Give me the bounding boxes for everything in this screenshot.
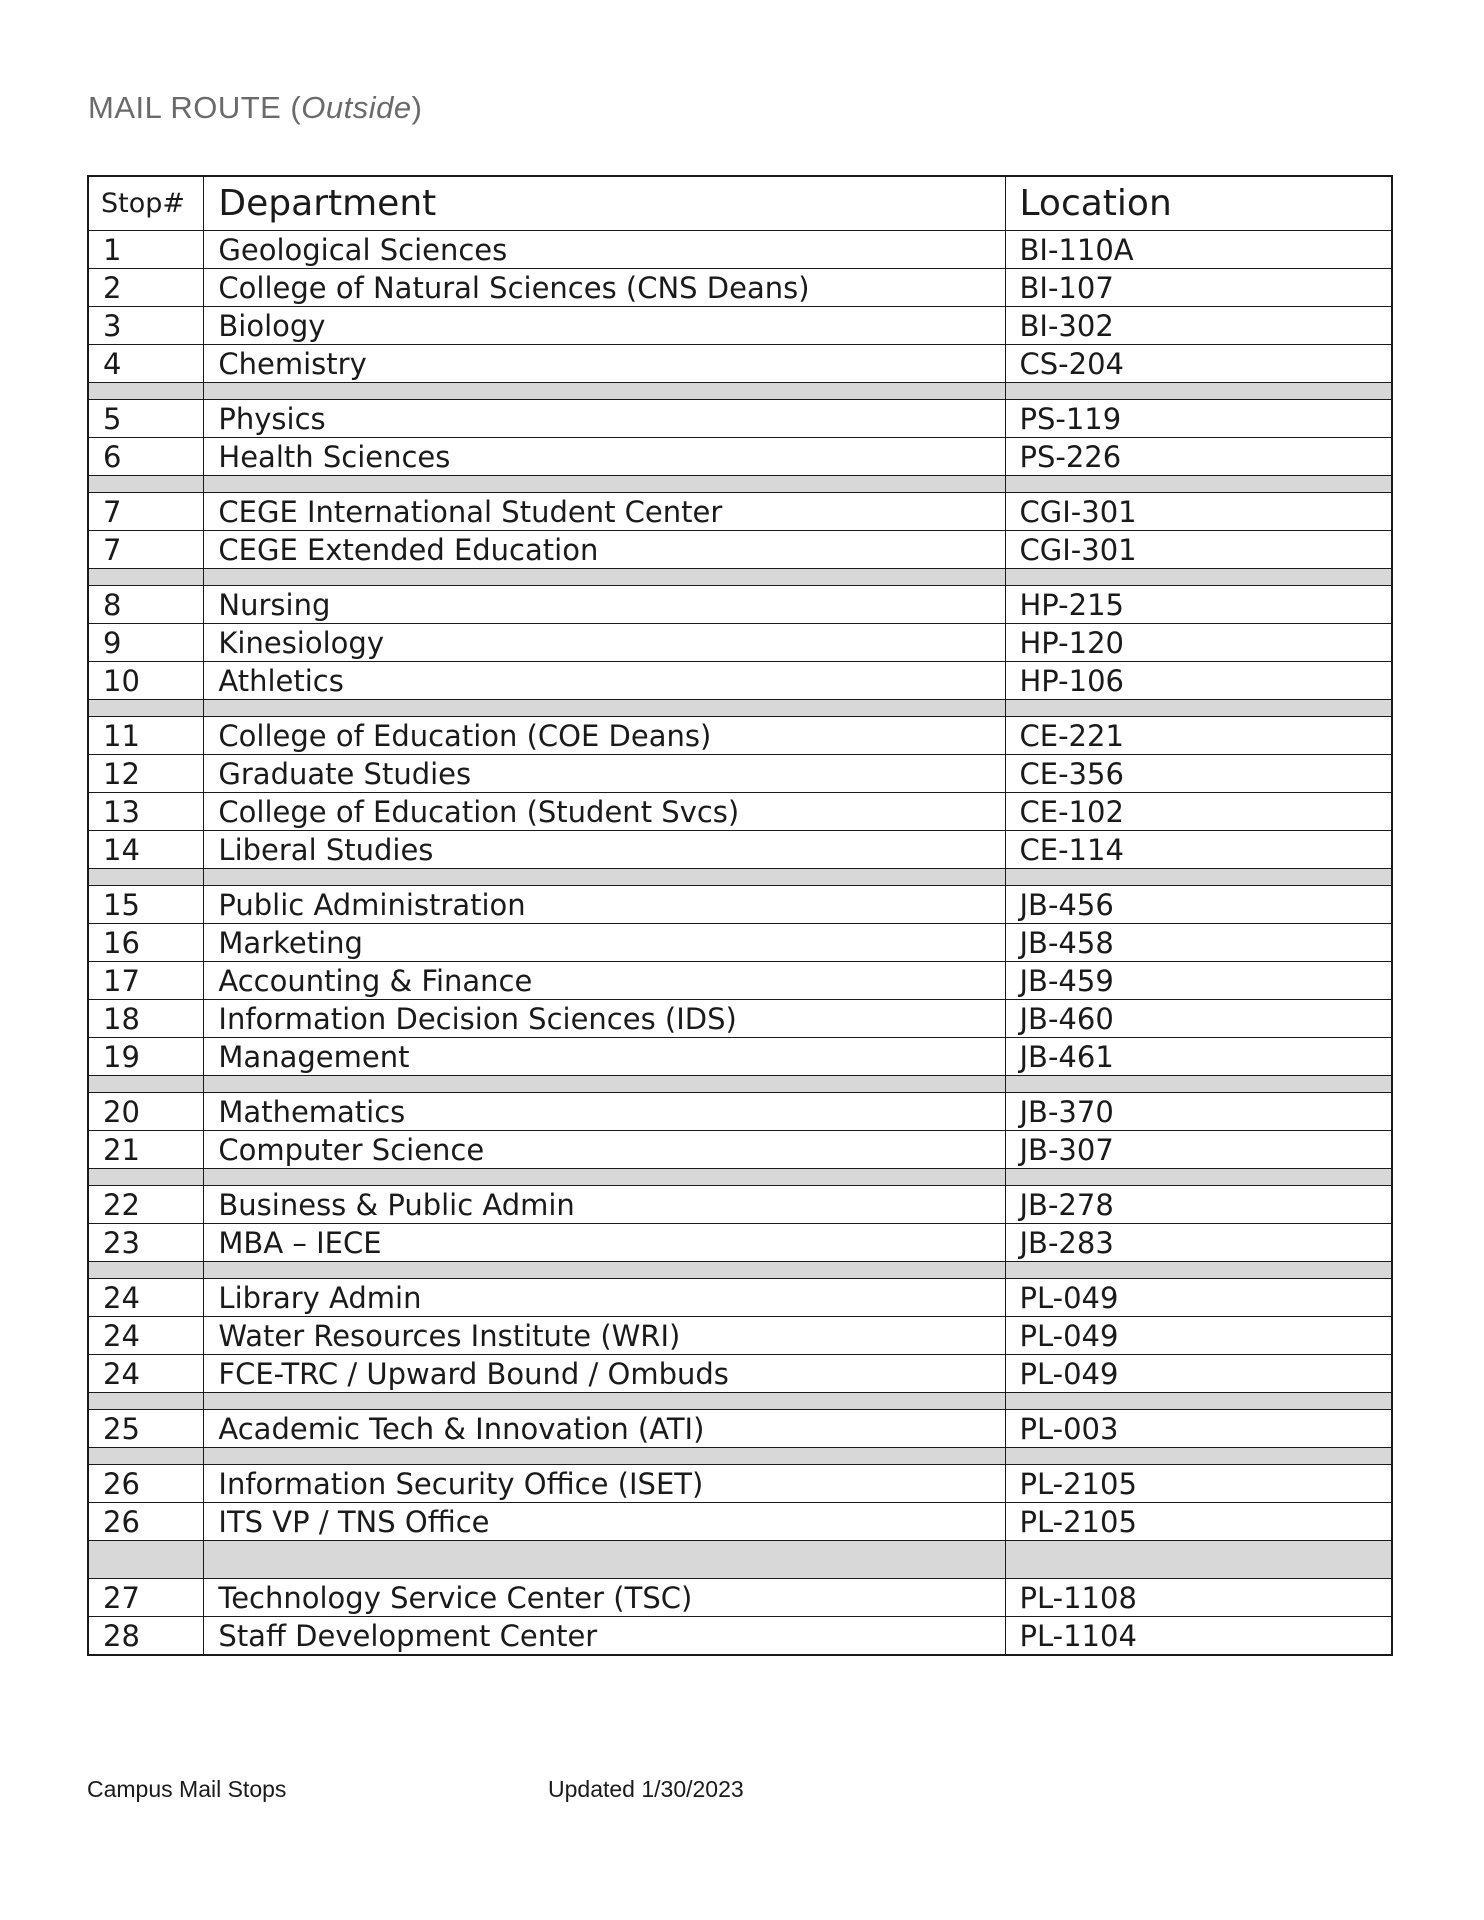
department-cell: Biology bbox=[204, 307, 1005, 345]
location-cell: CGI-301 bbox=[1005, 493, 1392, 531]
separator-cell bbox=[204, 1262, 1005, 1279]
department-cell: Academic Tech & Innovation (ATI) bbox=[204, 1410, 1005, 1448]
department-cell: CEGE International Student Center bbox=[204, 493, 1005, 531]
location-cell: HP-106 bbox=[1005, 662, 1392, 700]
separator-cell bbox=[1005, 700, 1392, 717]
location-cell: JB-458 bbox=[1005, 924, 1392, 962]
separator-cell bbox=[1005, 383, 1392, 400]
department-cell: Staff Development Center bbox=[204, 1617, 1005, 1656]
stop-cell: 9 bbox=[88, 624, 204, 662]
separator-cell bbox=[88, 700, 204, 717]
department-cell: Information Decision Sciences (IDS) bbox=[204, 1000, 1005, 1038]
location-cell: PL-1108 bbox=[1005, 1579, 1392, 1617]
location-cell: BI-110A bbox=[1005, 231, 1392, 269]
location-cell: PL-2105 bbox=[1005, 1503, 1392, 1541]
separator-cell bbox=[1005, 1393, 1392, 1410]
separator-cell bbox=[204, 383, 1005, 400]
separator-row bbox=[88, 1169, 1392, 1186]
stop-cell: 19 bbox=[88, 1038, 204, 1076]
table-row bbox=[88, 493, 1392, 531]
footer-updated: Updated 1/30/2023 bbox=[548, 1776, 744, 1802]
table-row bbox=[88, 1224, 1392, 1262]
stop-cell: 25 bbox=[88, 1410, 204, 1448]
stop-cell: 14 bbox=[88, 831, 204, 869]
stop-cell: 6 bbox=[88, 438, 204, 476]
department-cell: Technology Service Center (TSC) bbox=[204, 1579, 1005, 1617]
separator-cell bbox=[1005, 869, 1392, 886]
stop-cell: 4 bbox=[88, 345, 204, 383]
location-cell: JB-461 bbox=[1005, 1038, 1392, 1076]
stop-cell: 11 bbox=[88, 717, 204, 755]
separator-cell bbox=[204, 1169, 1005, 1186]
department-cell: Public Administration bbox=[204, 886, 1005, 924]
department-cell: College of Education (COE Deans) bbox=[204, 717, 1005, 755]
department-cell: MBA – IECE bbox=[204, 1224, 1005, 1262]
table-row bbox=[88, 531, 1392, 569]
department-cell: Graduate Studies bbox=[204, 755, 1005, 793]
location-cell: JB-283 bbox=[1005, 1224, 1392, 1262]
table-row bbox=[88, 1503, 1392, 1541]
separator-cell bbox=[204, 1541, 1005, 1579]
department-cell: Management bbox=[204, 1038, 1005, 1076]
table-row bbox=[88, 831, 1392, 869]
table-row bbox=[88, 1465, 1392, 1503]
separator-cell bbox=[88, 1541, 204, 1579]
department-cell: ITS VP / TNS Office bbox=[204, 1503, 1005, 1541]
stop-cell: 18 bbox=[88, 1000, 204, 1038]
separator-cell bbox=[1005, 1448, 1392, 1465]
separator-cell bbox=[88, 476, 204, 493]
footer-title: Campus Mail Stops bbox=[87, 1776, 287, 1802]
location-cell: PS-119 bbox=[1005, 400, 1392, 438]
location-cell: JB-456 bbox=[1005, 886, 1392, 924]
title-close: ) bbox=[411, 90, 423, 125]
separator-cell bbox=[88, 1393, 204, 1410]
department-cell: Nursing bbox=[204, 586, 1005, 624]
location-cell: JB-370 bbox=[1005, 1093, 1392, 1131]
separator-row bbox=[88, 700, 1392, 717]
stop-cell: 16 bbox=[88, 924, 204, 962]
separator-cell bbox=[1005, 1076, 1392, 1093]
stop-cell: 7 bbox=[88, 531, 204, 569]
location-cell: CE-114 bbox=[1005, 831, 1392, 869]
table-row bbox=[88, 755, 1392, 793]
stop-cell: 5 bbox=[88, 400, 204, 438]
stop-cell: 26 bbox=[88, 1503, 204, 1541]
department-cell: Geological Sciences bbox=[204, 231, 1005, 269]
department-cell: Information Security Office (ISET) bbox=[204, 1465, 1005, 1503]
department-cell: Athletics bbox=[204, 662, 1005, 700]
table-row bbox=[88, 962, 1392, 1000]
separator-row bbox=[88, 476, 1392, 493]
stop-cell: 1 bbox=[88, 231, 204, 269]
department-cell: College of Natural Sciences (CNS Deans) bbox=[204, 269, 1005, 307]
header-department: Department bbox=[204, 176, 1005, 231]
table-row bbox=[88, 1000, 1392, 1038]
location-cell: JB-460 bbox=[1005, 1000, 1392, 1038]
department-cell: Accounting & Finance bbox=[204, 962, 1005, 1000]
department-cell: Mathematics bbox=[204, 1093, 1005, 1131]
location-cell: CE-102 bbox=[1005, 793, 1392, 831]
separator-cell bbox=[88, 869, 204, 886]
location-cell: PL-049 bbox=[1005, 1317, 1392, 1355]
department-cell: Library Admin bbox=[204, 1279, 1005, 1317]
department-cell: FCE-TRC / Upward Bound / Ombuds bbox=[204, 1355, 1005, 1393]
table-row bbox=[88, 1410, 1392, 1448]
stop-cell: 10 bbox=[88, 662, 204, 700]
department-cell: Water Resources Institute (WRI) bbox=[204, 1317, 1005, 1355]
table-row bbox=[88, 307, 1392, 345]
separator-cell bbox=[1005, 1262, 1392, 1279]
separator-row bbox=[88, 869, 1392, 886]
location-cell: HP-215 bbox=[1005, 586, 1392, 624]
department-cell: Liberal Studies bbox=[204, 831, 1005, 869]
separator-row bbox=[88, 569, 1392, 586]
table-row bbox=[88, 1355, 1392, 1393]
separator-row bbox=[88, 1076, 1392, 1093]
location-cell: JB-459 bbox=[1005, 962, 1392, 1000]
table-row bbox=[88, 662, 1392, 700]
location-cell: CGI-301 bbox=[1005, 531, 1392, 569]
table-row bbox=[88, 1617, 1392, 1656]
table-row bbox=[88, 886, 1392, 924]
department-cell: Business & Public Admin bbox=[204, 1186, 1005, 1224]
location-cell: PL-1104 bbox=[1005, 1617, 1392, 1656]
separator-row bbox=[88, 383, 1392, 400]
title-italic: Outside bbox=[301, 90, 412, 125]
stop-cell: 26 bbox=[88, 1465, 204, 1503]
separator-cell bbox=[88, 569, 204, 586]
stop-cell: 2 bbox=[88, 269, 204, 307]
table-row bbox=[88, 1038, 1392, 1076]
table-row bbox=[88, 1317, 1392, 1355]
stop-cell: 24 bbox=[88, 1279, 204, 1317]
table-row bbox=[88, 400, 1392, 438]
separator-cell bbox=[88, 383, 204, 400]
separator-cell bbox=[88, 1262, 204, 1279]
location-cell: JB-278 bbox=[1005, 1186, 1392, 1224]
separator-row bbox=[88, 1448, 1392, 1465]
separator-cell bbox=[1005, 1169, 1392, 1186]
separator-row bbox=[88, 1393, 1392, 1410]
stop-cell: 24 bbox=[88, 1355, 204, 1393]
separator-row bbox=[88, 1541, 1392, 1579]
separator-row bbox=[88, 1262, 1392, 1279]
separator-cell bbox=[88, 1076, 204, 1093]
stop-cell: 28 bbox=[88, 1617, 204, 1656]
separator-cell bbox=[204, 700, 1005, 717]
title-main: MAIL ROUTE ( bbox=[88, 90, 302, 125]
header-location: Location bbox=[1005, 176, 1392, 231]
separator-cell bbox=[204, 569, 1005, 586]
separator-cell bbox=[204, 869, 1005, 886]
table-row bbox=[88, 624, 1392, 662]
table-row bbox=[88, 269, 1392, 307]
separator-cell bbox=[204, 476, 1005, 493]
stop-cell: 17 bbox=[88, 962, 204, 1000]
department-cell: CEGE Extended Education bbox=[204, 531, 1005, 569]
separator-cell bbox=[204, 1076, 1005, 1093]
table-row bbox=[88, 231, 1392, 269]
separator-cell bbox=[1005, 476, 1392, 493]
stop-cell: 7 bbox=[88, 493, 204, 531]
table-row bbox=[88, 345, 1392, 383]
table-row bbox=[88, 1093, 1392, 1131]
stop-cell: 21 bbox=[88, 1131, 204, 1169]
stop-cell: 20 bbox=[88, 1093, 204, 1131]
separator-cell bbox=[204, 1448, 1005, 1465]
location-cell: BI-107 bbox=[1005, 269, 1392, 307]
stop-cell: 22 bbox=[88, 1186, 204, 1224]
location-cell: CE-221 bbox=[1005, 717, 1392, 755]
table-row bbox=[88, 1186, 1392, 1224]
table-body bbox=[88, 231, 1392, 1656]
separator-cell bbox=[1005, 569, 1392, 586]
table-row bbox=[88, 1579, 1392, 1617]
stop-cell: 3 bbox=[88, 307, 204, 345]
location-cell: PL-049 bbox=[1005, 1355, 1392, 1393]
table-row bbox=[88, 1131, 1392, 1169]
page-title bbox=[88, 90, 422, 126]
location-cell: PL-003 bbox=[1005, 1410, 1392, 1448]
location-cell: CE-356 bbox=[1005, 755, 1392, 793]
department-cell: College of Education (Student Svcs) bbox=[204, 793, 1005, 831]
stop-cell: 13 bbox=[88, 793, 204, 831]
separator-cell bbox=[204, 1393, 1005, 1410]
department-cell: Chemistry bbox=[204, 345, 1005, 383]
department-cell: Health Sciences bbox=[204, 438, 1005, 476]
department-cell: Physics bbox=[204, 400, 1005, 438]
department-cell: Computer Science bbox=[204, 1131, 1005, 1169]
table-row bbox=[88, 717, 1392, 755]
table-row bbox=[88, 1279, 1392, 1317]
stop-cell: 15 bbox=[88, 886, 204, 924]
location-cell: CS-204 bbox=[1005, 345, 1392, 383]
location-cell: BI-302 bbox=[1005, 307, 1392, 345]
table-row bbox=[88, 586, 1392, 624]
mail-route-table bbox=[87, 175, 1393, 1656]
location-cell: HP-120 bbox=[1005, 624, 1392, 662]
separator-cell bbox=[88, 1169, 204, 1186]
location-cell: JB-307 bbox=[1005, 1131, 1392, 1169]
header-stop: Stop# bbox=[88, 176, 204, 231]
table-row bbox=[88, 793, 1392, 831]
table-row bbox=[88, 438, 1392, 476]
stop-cell: 24 bbox=[88, 1317, 204, 1355]
location-cell: PL-2105 bbox=[1005, 1465, 1392, 1503]
department-cell: Kinesiology bbox=[204, 624, 1005, 662]
department-cell: Marketing bbox=[204, 924, 1005, 962]
stop-cell: 27 bbox=[88, 1579, 204, 1617]
separator-cell bbox=[88, 1448, 204, 1465]
table-header-row bbox=[88, 176, 1392, 231]
table-row bbox=[88, 924, 1392, 962]
stop-cell: 12 bbox=[88, 755, 204, 793]
separator-cell bbox=[1005, 1541, 1392, 1579]
location-cell: PS-226 bbox=[1005, 438, 1392, 476]
stop-cell: 23 bbox=[88, 1224, 204, 1262]
location-cell: PL-049 bbox=[1005, 1279, 1392, 1317]
stop-cell: 8 bbox=[88, 586, 204, 624]
